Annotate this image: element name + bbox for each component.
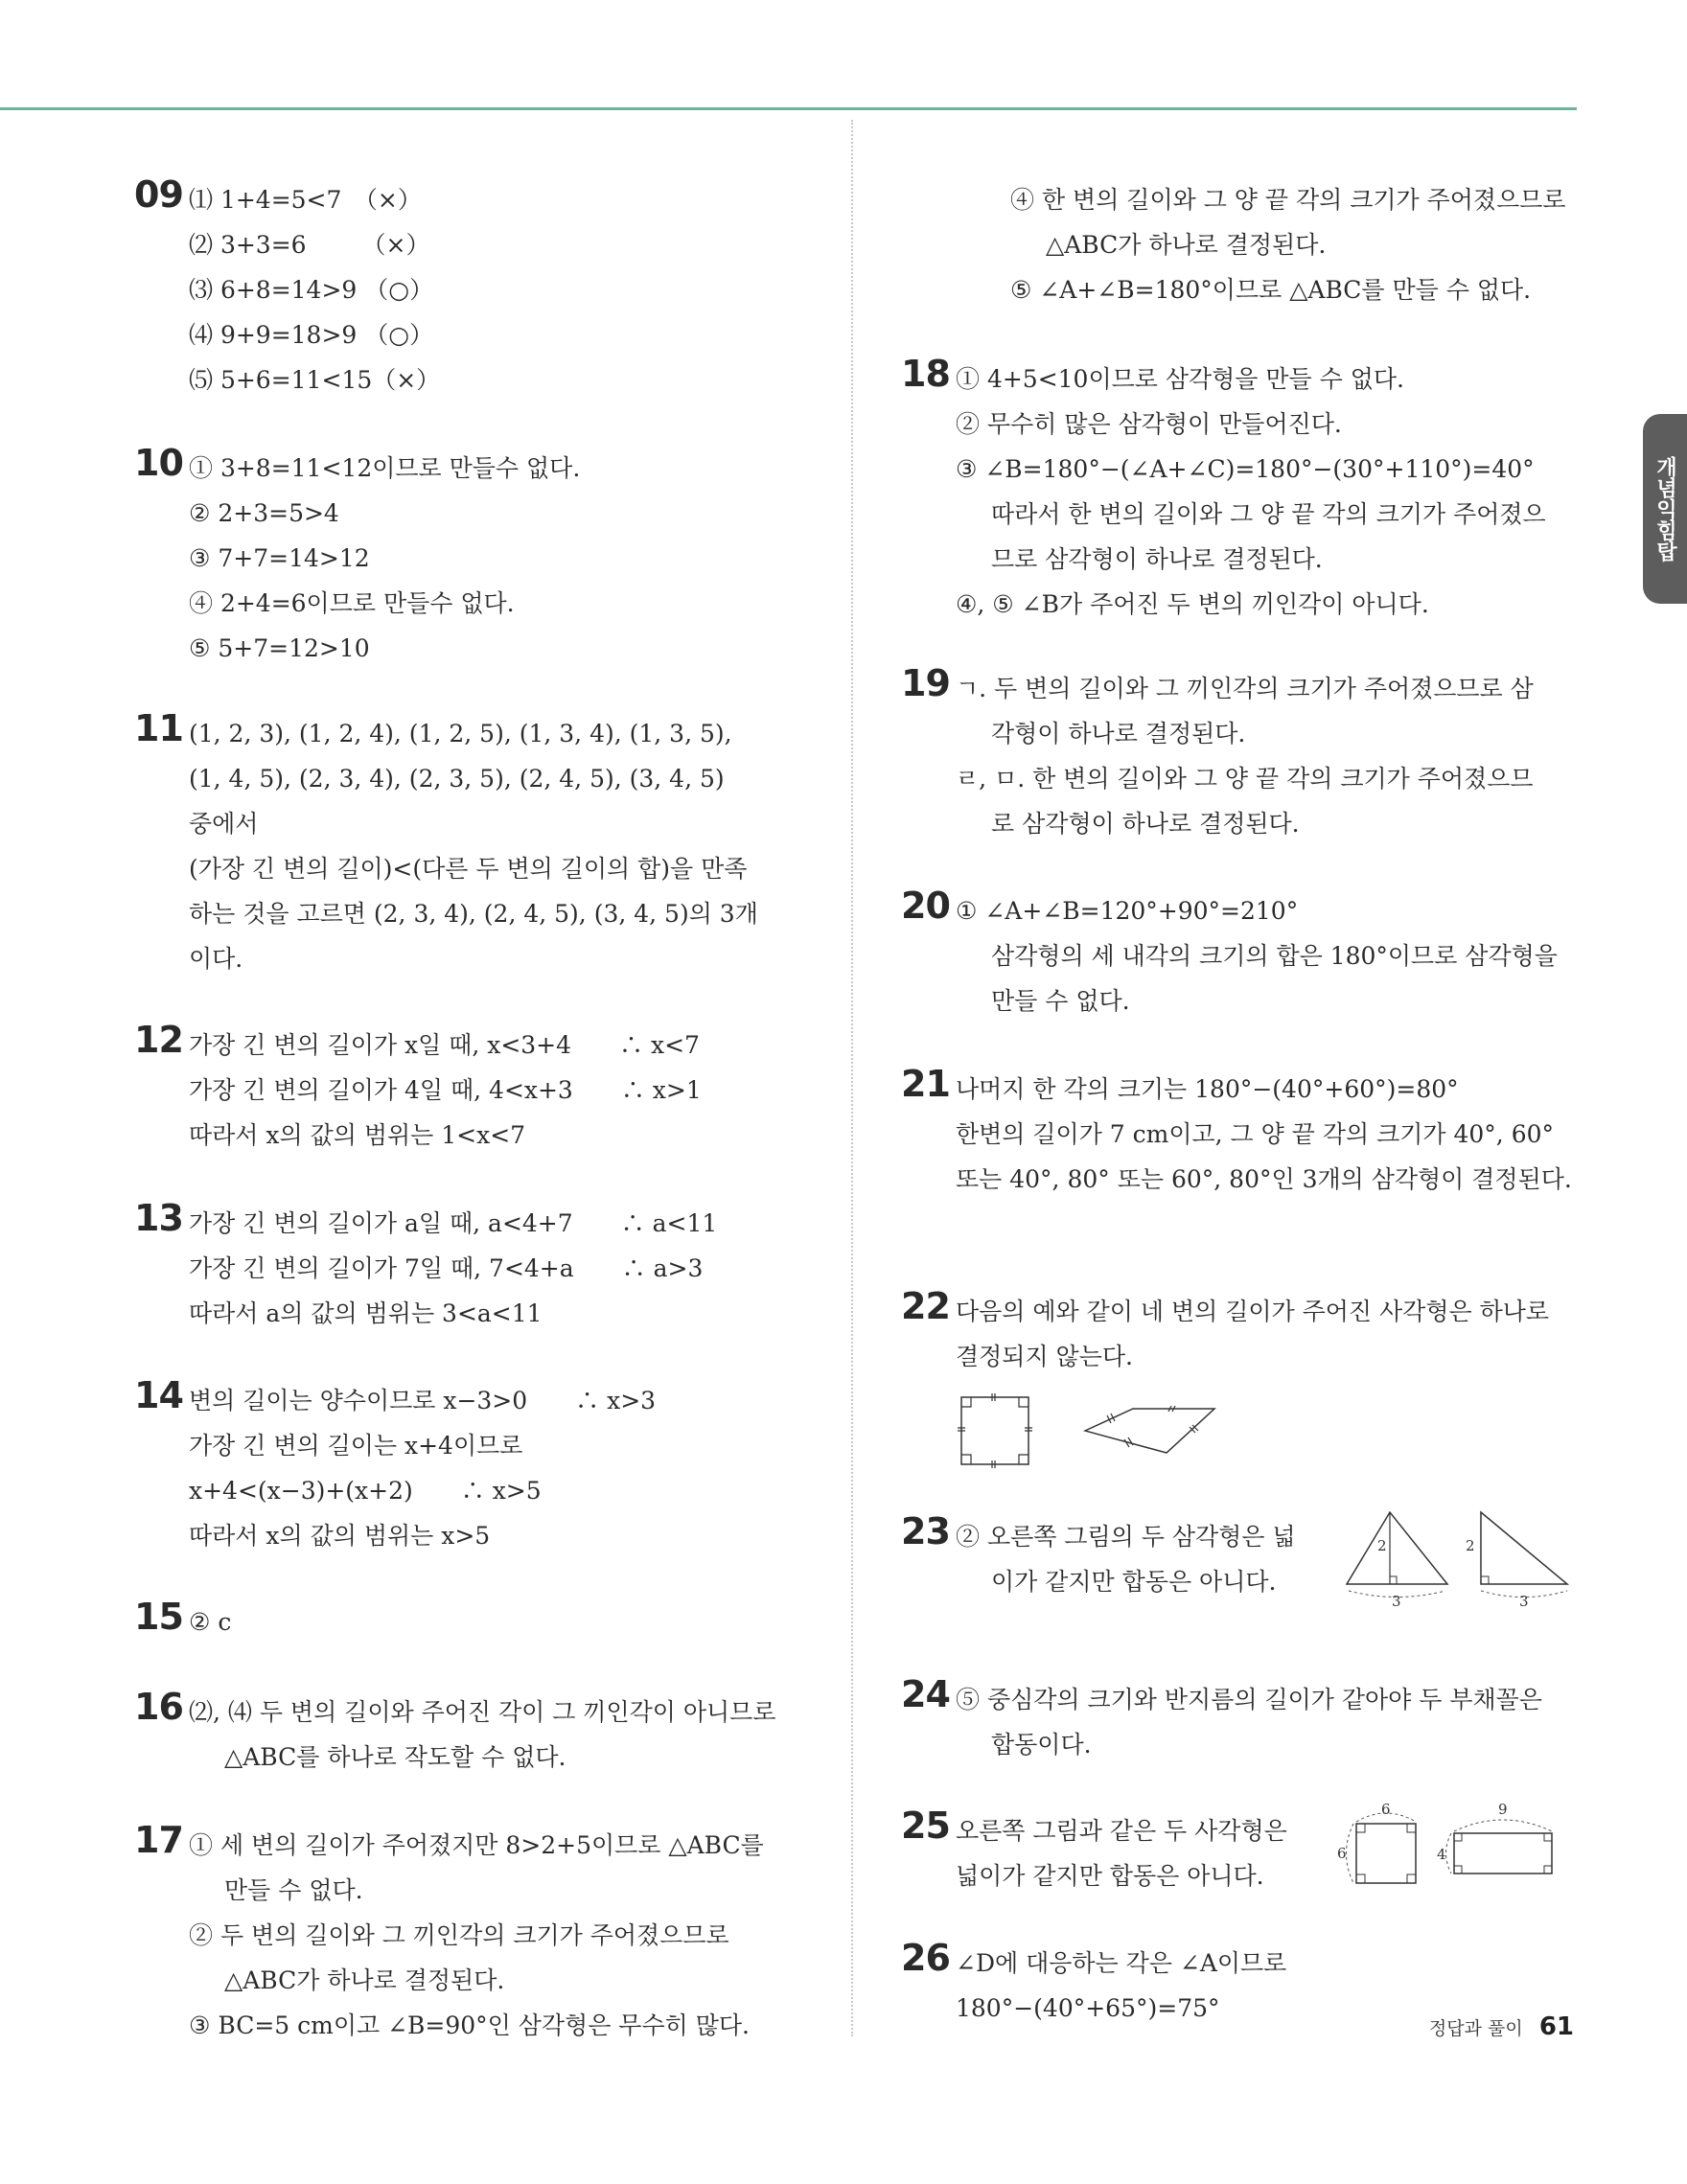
answer-line: ⑵ 3+3=6 （×）: [189, 231, 430, 259]
problem-14: [134, 1374, 879, 1558]
answer-line: 삼각형의 세 내각의 크기의 합은 180°이므로 삼각형을: [991, 942, 1558, 970]
answer-line: 가장 긴 변의 길이가 4일 때, 4<x+3 ∴ x>1: [189, 1076, 702, 1104]
problem-number: 13: [134, 1197, 183, 1239]
answer-line: ④ 2+4=6이므로 만들수 없다.: [189, 589, 515, 617]
answer-line: 중에서: [189, 810, 259, 838]
answer-line: ⑷ 9+9=18>9 （○）: [189, 321, 434, 349]
problem-24: [901, 1673, 1646, 1767]
answer-line: ⑤ 중심각의 크기와 반지름의 길이가 같아야 두 부채꼴은: [956, 1686, 1542, 1713]
answer-line: △ABC가 하나로 결정된다.: [224, 1966, 505, 1994]
answer-line: ⑸ 5+6=11<15（×）: [189, 366, 441, 394]
answer-line: 이가 같지만 합동은 아니다.: [991, 1568, 1277, 1596]
answer-line: 오른쪽 그림과 같은 두 사각형은: [956, 1817, 1287, 1845]
answer-line: 하는 것을 고르면 (2, 3, 4), (2, 4, 5), (3, 4, 5)의 3개: [189, 900, 758, 928]
width-label: 9: [1498, 1801, 1508, 1818]
answer-line: 결정되지 않는다.: [956, 1343, 1133, 1370]
answer-line: ① ∠A+∠B=120°+90°=210°: [956, 897, 1299, 925]
answer-line: 가장 긴 변의 길이는 x+4이므로: [189, 1432, 523, 1460]
height-label: 2: [1377, 1537, 1387, 1554]
answer-line: ③ ∠B=180°−(∠A+∠C)=180°−(30°+110°)=40°: [956, 455, 1535, 483]
problem-09: [134, 173, 879, 402]
answer-line: ③ 7+7=14>12: [189, 544, 370, 572]
answer-line: 이다.: [189, 945, 243, 973]
page-footer: [1429, 2012, 1574, 2041]
answer-line: (가장 긴 변의 길이)<(다른 두 변의 길이의 합)을 만족: [189, 855, 748, 883]
rectangles-figure: [1337, 1801, 1586, 1906]
problem-number: 24: [901, 1673, 950, 1715]
header-rule: [0, 107, 1577, 110]
problem-17-continued: [901, 177, 1646, 312]
answer-line: ⑵, ⑷ 두 변의 길이와 주어진 각이 그 끼인각이 아니므로: [189, 1698, 776, 1726]
answer-line: △ABC가 하나로 결정된다.: [1046, 231, 1327, 259]
problem-17: [134, 1819, 879, 2048]
problem-16: [134, 1686, 879, 1780]
answer-line: (1, 4, 5), (2, 3, 4), (2, 3, 5), (2, 4, 5), (3, 4, 5): [189, 765, 725, 793]
height-label: 2: [1466, 1537, 1475, 1554]
answer-line: 만들 수 없다.: [224, 1876, 363, 1904]
answer-line: 따라서 x의 값의 범위는 1<x<7: [189, 1121, 526, 1149]
answer-line: ∠D에 대응하는 각은 ∠A이므로: [956, 1949, 1287, 1977]
answer-line: ② 2+3=5>4: [189, 499, 339, 527]
answer-line: 180°−(40°+65°)=75°: [956, 1994, 1220, 2022]
problem-number: 22: [901, 1285, 950, 1327]
answer-line: ② 무수히 많은 삼각형이 만들어진다.: [956, 410, 1342, 438]
problem-number: 19: [901, 662, 950, 704]
answer-line: 각형이 하나로 결정된다.: [991, 720, 1246, 747]
answer-line: 합동이다.: [991, 1731, 1092, 1759]
problem-number: 15: [134, 1596, 183, 1638]
answer-line: ㄱ. 두 변의 길이와 그 끼인각의 크기가 주어졌으므로 삼: [956, 675, 1534, 702]
base-label: 3: [1392, 1593, 1401, 1608]
problem-number: 10: [134, 442, 183, 484]
answer-line: ① 3+8=11<12이므로 만들수 없다.: [189, 454, 581, 482]
page-number: 61: [1538, 2012, 1574, 2041]
answer-line: ① 세 변의 길이가 주어졌지만 8>2+5이므로 △ABC를: [189, 1831, 764, 1859]
section-tab: 개념익힘탑: [1643, 414, 1687, 604]
problem-18: [901, 353, 1646, 627]
problem-number: 11: [134, 707, 183, 749]
problem-number: 26: [901, 1937, 950, 1979]
answer-line: 가장 긴 변의 길이가 x일 때, x<3+4 ∴ x<7: [189, 1031, 700, 1059]
answer-line: ② c: [189, 1608, 232, 1636]
problem-number: 25: [901, 1805, 950, 1847]
answer-line: ② 두 변의 길이와 그 끼인각의 크기가 주어졌으므로: [189, 1921, 729, 1949]
problem-number: 09: [134, 173, 183, 216]
answer-line: ⑤ 5+7=12>10: [189, 634, 370, 662]
answer-line: x+4<(x−3)+(x+2) ∴ x>5: [189, 1477, 542, 1505]
footer-label: 정답과 풀이: [1428, 2018, 1523, 2039]
problem-22: [901, 1285, 1646, 1379]
answer-line: ㄹ, ㅁ. 한 변의 길이와 그 양 끝 각의 크기가 주어졌으므: [956, 765, 1534, 793]
answer-line: ④, ⑤ ∠B가 주어진 두 변의 끼인각이 아니다.: [956, 590, 1429, 618]
problem-number: 18: [901, 353, 950, 395]
triangles-figure: [1337, 1503, 1596, 1608]
problem-number: 16: [134, 1686, 183, 1728]
answer-line: 한변의 길이가 7 cm이고, 그 양 끝 각의 크기가 40°, 60°: [956, 1120, 1554, 1148]
answer-line: 변의 길이는 양수이므로 x−3>0 ∴ x>3: [189, 1387, 657, 1414]
answer-line: △ABC를 하나로 작도할 수 없다.: [224, 1743, 566, 1771]
problem-number: 23: [901, 1510, 950, 1552]
problem-number: 14: [134, 1374, 183, 1416]
problem-number: 21: [901, 1063, 950, 1105]
problem-number: 12: [134, 1019, 183, 1061]
problem-13: [134, 1197, 879, 1336]
answer-line: 또는 40°, 80° 또는 60°, 80°인 3개의 삼각형이 결정된다.: [956, 1165, 1572, 1193]
problem-number: 17: [134, 1819, 183, 1861]
answer-line: 다음의 예와 같이 네 변의 길이가 주어진 사각형은 하나로: [956, 1298, 1550, 1325]
answer-line: (1, 2, 3), (1, 2, 4), (1, 2, 5), (1, 3, 4), (1, 3, 5),: [189, 720, 732, 747]
problem-23: [901, 1510, 1646, 1608]
base-label: 3: [1519, 1593, 1529, 1608]
quadrilateral-examples-figure: [956, 1390, 1243, 1476]
answer-line: ⑶ 6+8=14>9 （○）: [189, 276, 434, 304]
problem-20: [901, 885, 1646, 1023]
height-label: 4: [1437, 1846, 1446, 1863]
answer-line: ⑴ 1+4=5<7 （×）: [189, 186, 422, 214]
answer-line: 나머지 한 각의 크기는 180°−(40°+60°)=80°: [956, 1075, 1459, 1103]
answer-line: ③ BC=5 cm이고 ∠B=90°인 삼각형은 무수히 많다.: [189, 2012, 750, 2039]
answer-line: 만들 수 없다.: [991, 987, 1130, 1015]
answer-line: 가장 긴 변의 길이가 7일 때, 7<4+a ∴ a>3: [189, 1254, 704, 1282]
answer-line: ② 오른쪽 그림의 두 삼각형은 넓: [956, 1523, 1296, 1551]
problem-19: [901, 662, 1646, 846]
answer-line: 므로 삼각형이 하나로 결정된다.: [991, 545, 1323, 573]
answer-line: ④ 한 변의 길이와 그 양 끝 각의 크기가 주어졌으므로: [1010, 186, 1566, 214]
answer-line: 따라서 a의 값의 범위는 3<a<11: [189, 1299, 543, 1327]
answer-line: 따라서 x의 값의 범위는 x>5: [189, 1522, 491, 1550]
problem-number: 20: [901, 885, 950, 927]
answer-line: 가장 긴 변의 길이가 a일 때, a<4+7 ∴ a<11: [189, 1209, 718, 1237]
answer-line: 로 삼각형이 하나로 결정된다.: [991, 810, 1300, 838]
answer-line: ⑤ ∠A+∠B=180°이므로 △ABC를 만들 수 없다.: [1010, 276, 1532, 304]
answer-line: 따라서 한 변의 길이와 그 양 끝 각의 크기가 주어졌으: [991, 500, 1546, 528]
height-label: 6: [1337, 1845, 1347, 1862]
problem-10: [134, 442, 879, 671]
width-label: 6: [1381, 1801, 1391, 1818]
problem-15: [134, 1596, 879, 1644]
problem-11: [134, 707, 879, 981]
problem-21: [901, 1063, 1646, 1202]
answer-line: ① 4+5<10이므로 삼각형을 만들 수 없다.: [956, 365, 1404, 393]
problem-25: [901, 1801, 1646, 1898]
answer-line: 넓이가 같지만 합동은 아니다.: [956, 1862, 1264, 1890]
problem-12: [134, 1019, 879, 1158]
